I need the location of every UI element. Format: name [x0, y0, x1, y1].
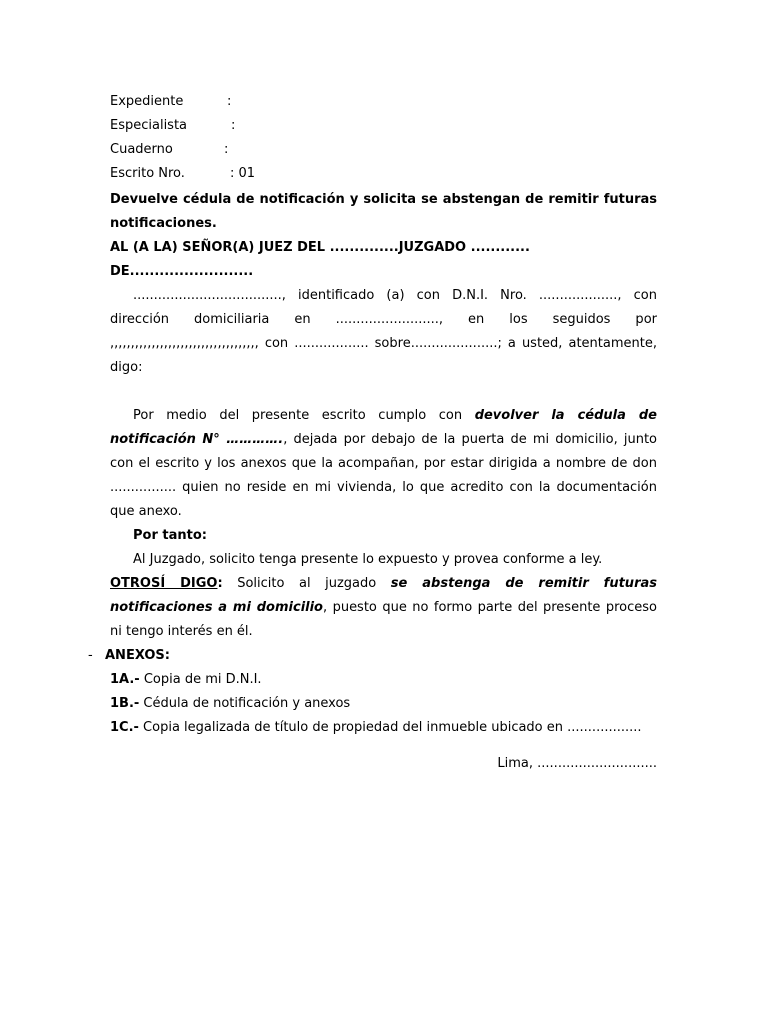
- intro-paragraph: ...................................., identificado (a) con D.N.I. Nro. ..................., con dirección domiciliaria en ........................., en los seguidos por ,,,,,,,,,,,,,,,,,,,,,,,,,,,,,,,,,,,, con .................. sobre.....................; a usted, atentamente, digo:: [110, 288, 657, 375]
- otrosi-part1: Solicito al juzgado: [222, 576, 391, 591]
- sumilla: Devuelve cédula de notificación y solicita se abstengan de remitir futuras notificaciones.: [110, 192, 657, 231]
- especialista-value: :: [231, 118, 236, 133]
- body-emphasis: devolver la cédula de notificación N° ………….: [110, 408, 657, 447]
- cuaderno-value: :: [224, 142, 229, 157]
- anexo-item: [110, 692, 657, 716]
- anexo-code: 1C.-: [110, 720, 139, 735]
- body-paragraph: [110, 404, 657, 524]
- otrosi-emphasis: se abstenga de remitir futuras notificaciones a mi domicilio: [110, 576, 657, 615]
- especialista-label: Especialista: [110, 118, 188, 133]
- anexos-heading: ANEXOS:: [105, 648, 170, 663]
- anexo-text: Copia legalizada de título de propiedad del inmueble ubicado en ..................: [138, 720, 642, 735]
- body-part1: Por medio del presente escrito cumplo con: [133, 408, 475, 423]
- anexo-item: [110, 668, 657, 692]
- anexo-code: 1B.-: [110, 696, 140, 711]
- closing-place-date: Lima, .............................: [497, 756, 657, 771]
- anexo-code: 1A.-: [110, 672, 140, 687]
- legal-document: [88, 92, 657, 776]
- escrito-label: Escrito Nro.: [110, 166, 185, 181]
- spacer: [110, 380, 657, 404]
- otrosi-colon: :: [217, 576, 223, 591]
- header-cuaderno: [110, 140, 657, 164]
- header-expediente: [110, 92, 657, 116]
- body-part2: , dejada por debajo de la puerta de mi domicilio, junto con el escrito y los anexos que la acompañan, por estar dirigida a nombre de don ................ quien no reside en mi vivienda, lo que acredito con la documentación que anexo.: [110, 432, 657, 519]
- por-tanto-text: Al Juzgado, solicito tenga presente lo expuesto y provea conforme a ley.: [133, 552, 603, 567]
- por-tanto-heading: Por tanto:: [133, 528, 207, 543]
- otrosi-label: OTROSÍ DIGO: [110, 576, 218, 591]
- addressee: AL (A LA) SEÑOR(A) JUEZ DEL ..............JUZGADO ............ DE.........................: [110, 240, 530, 279]
- anexo-text: Cédula de notificación y anexos: [139, 696, 351, 711]
- otrosi-part2: , puesto que no formo parte del presente proceso ni tengo interés en él.: [110, 600, 657, 639]
- expediente-label: Expediente: [110, 94, 184, 109]
- header-especialista: [110, 116, 657, 140]
- expediente-value: :: [227, 94, 232, 109]
- anexo-item: [110, 716, 657, 740]
- otrosi-paragraph: [110, 572, 657, 644]
- cuaderno-label: Cuaderno: [110, 142, 173, 157]
- anexo-text: Copia de mi D.N.I.: [139, 672, 262, 687]
- header-escrito: [110, 164, 657, 188]
- escrito-value: : 01: [230, 166, 256, 181]
- anexos-dash: -: [88, 648, 93, 663]
- anexos-heading-row: [88, 644, 657, 668]
